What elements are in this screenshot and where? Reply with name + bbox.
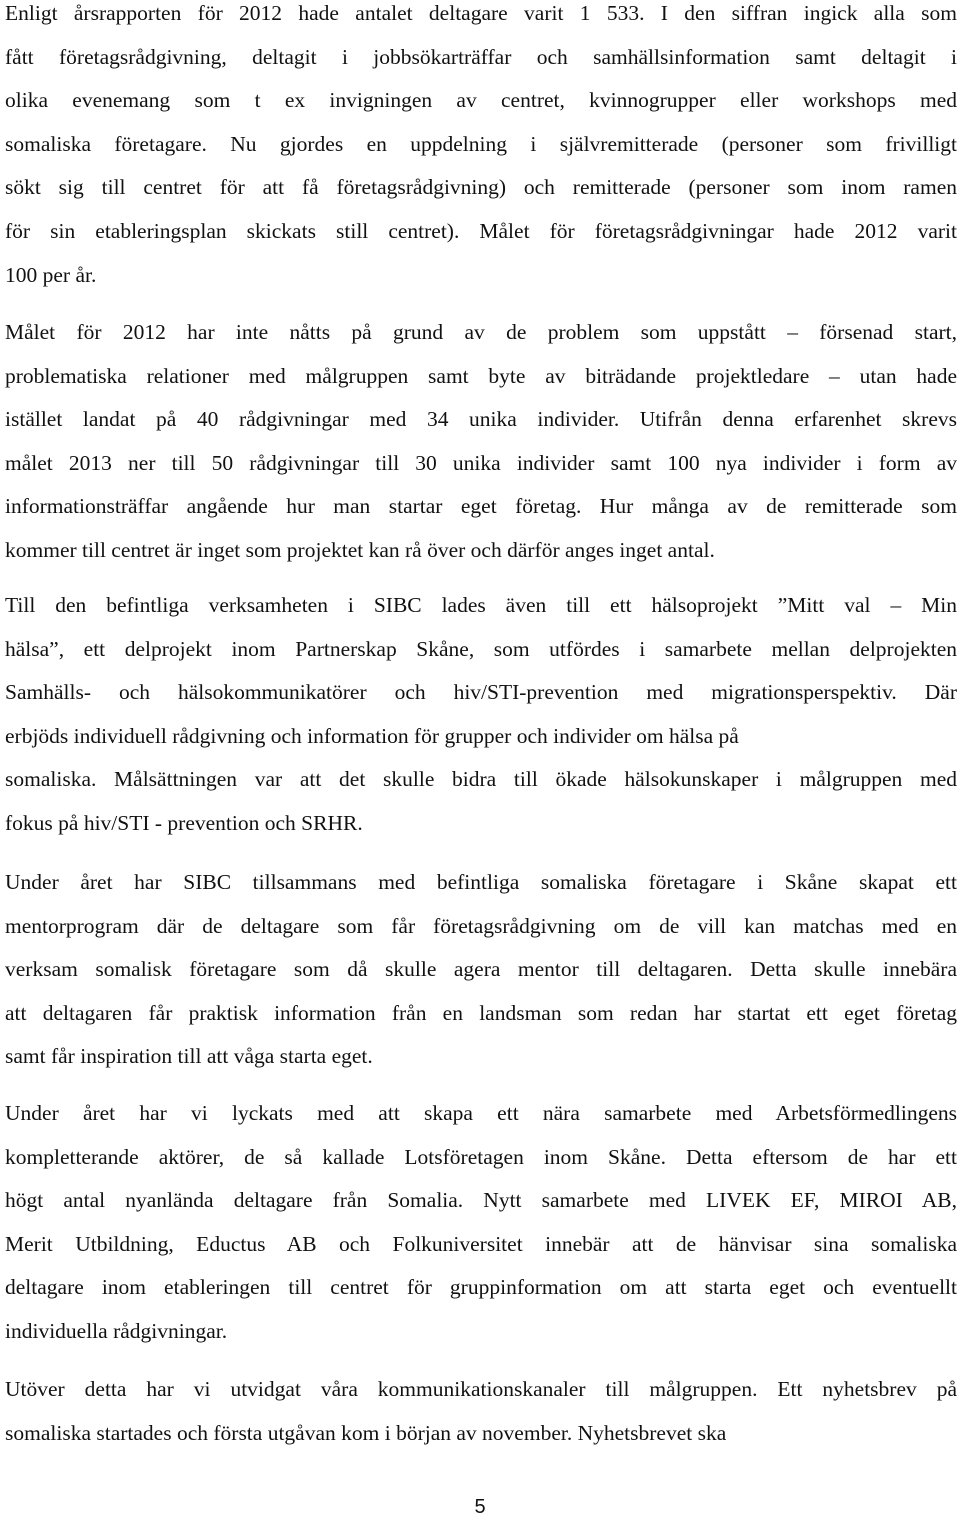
text-line: för sin etableringsplan skickats still centret). Målet för företagsrådgivningar hade 2012 varit: [5, 218, 957, 243]
paragraph-mentor-program: [5, 861, 957, 1079]
text-line: Till den befintliga verksamheten i SIBC lades även till ett hälsoprojekt ”Mitt val – Min: [5, 593, 957, 617]
text-line: fått företagsrådgivning, deltagit i jobbsökarträffar och samhällsinformation samt deltagit i: [5, 44, 957, 69]
paragraph-health-project: [5, 584, 957, 846]
text-line: sökt sig till centret för att få företagsrådgivning) och remitterade (personer som inom ramen: [5, 175, 957, 200]
text-line: samt får inspiration till att våga starta eget.: [5, 1044, 373, 1069]
text-line: högt antal nyanlända deltagare från Somalia. Nytt samarbete med LIVEK EF, MIROI AB,: [5, 1188, 957, 1213]
text-line: mentorprogram där de deltagare som får företagsrådgivning om de vill kan matchas med en: [5, 913, 957, 938]
text-line: problematiska relationer med målgruppen samt byte av biträdande projektledare – utan hade: [5, 363, 957, 388]
text-line: somaliska företagare. Nu gjordes en uppdelning i självremitterade (personer som frivilligt: [5, 131, 957, 156]
text-line: Merit Utbildning, Eductus AB och Folkuniversitet innebär att de hänvisar sina somaliska: [5, 1231, 957, 1256]
paragraph-participants: [5, 0, 957, 297]
text-line: hälsa”, ett delprojekt inom Partnerskap Skåne, som utfördes i samarbete mellan delprojekten: [5, 636, 957, 661]
text-line: målet 2013 ner till 50 rådgivningar till 30 unika individer samt 100 nya individer i form av: [5, 450, 957, 475]
text-line: Samhälls- och hälsokommunikatörer och hiv/STI-prevention med migrationsperspektiv. Där: [5, 680, 957, 705]
page-number: 5: [474, 1496, 486, 1518]
paragraph-goal-2012: [5, 311, 957, 573]
text-line: erbjöds individuell rådgivning och information för grupper och individer om hälsa på: [5, 723, 739, 748]
text-line: Under året har SIBC tillsammans med befintliga somaliska företagare i Skåne skapat ett: [5, 870, 957, 894]
text-line: somaliska. Målsättningen var att det skulle bidra till ökade hälsokunskaper i målgruppen med: [5, 767, 957, 792]
text-line: somaliska startades och första utgåvan kom i början av november. Nyhetsbrevet ska: [5, 1420, 727, 1445]
text-line: att deltagaren får praktisk information från en landsman som redan har startat ett eget företag: [5, 1000, 957, 1025]
paragraph-communication: [5, 1368, 957, 1455]
text-line: verksam somalisk företagare som då skulle agera mentor till deltagaren. Detta skulle innebära: [5, 957, 957, 982]
text-line: individuella rådgivningar.: [5, 1318, 228, 1343]
text-line: kompletterande aktörer, de så kallade Lotsföretagen inom Skåne. Detta eftersom de har ett: [5, 1144, 957, 1169]
text-line: kommer till centret är inget som projektet kan rå över och därför anges inget antal.: [5, 537, 715, 562]
text-line: fokus på hiv/STI - prevention och SRHR.: [5, 810, 363, 835]
text-line: informationsträffar angående hur man startar eget företag. Hur många av de remitterade som: [5, 494, 957, 519]
text-line: istället landat på 40 rådgivningar med 34 unika individer. Utifrån denna erfarenhet skrevs: [5, 407, 957, 432]
paragraph-cooperation: [5, 1092, 957, 1354]
text-line: olika evenemang som t ex invigningen av centret, kvinnogrupper eller workshops med: [5, 88, 957, 113]
text-line: deltagare inom etableringen till centret för gruppinformation om att starta eget och eventuellt: [5, 1275, 957, 1300]
text-line: Målet för 2012 har inte nåtts på grund av de problem som uppstått – försenad start,: [5, 320, 957, 344]
text-line: Under året har vi lyckats med att skapa ett nära samarbete med Arbetsförmedlingens: [5, 1101, 957, 1125]
text-line: Utöver detta har vi utvidgat våra kommunikationskanaler till målgruppen. Ett nyhetsbrev på: [5, 1377, 957, 1401]
text-line: 100 per år.: [5, 262, 97, 287]
text-line: Enligt årsrapporten för 2012 hade antalet deltagare varit 1 533. I den siffran ingick alla som: [5, 1, 957, 25]
